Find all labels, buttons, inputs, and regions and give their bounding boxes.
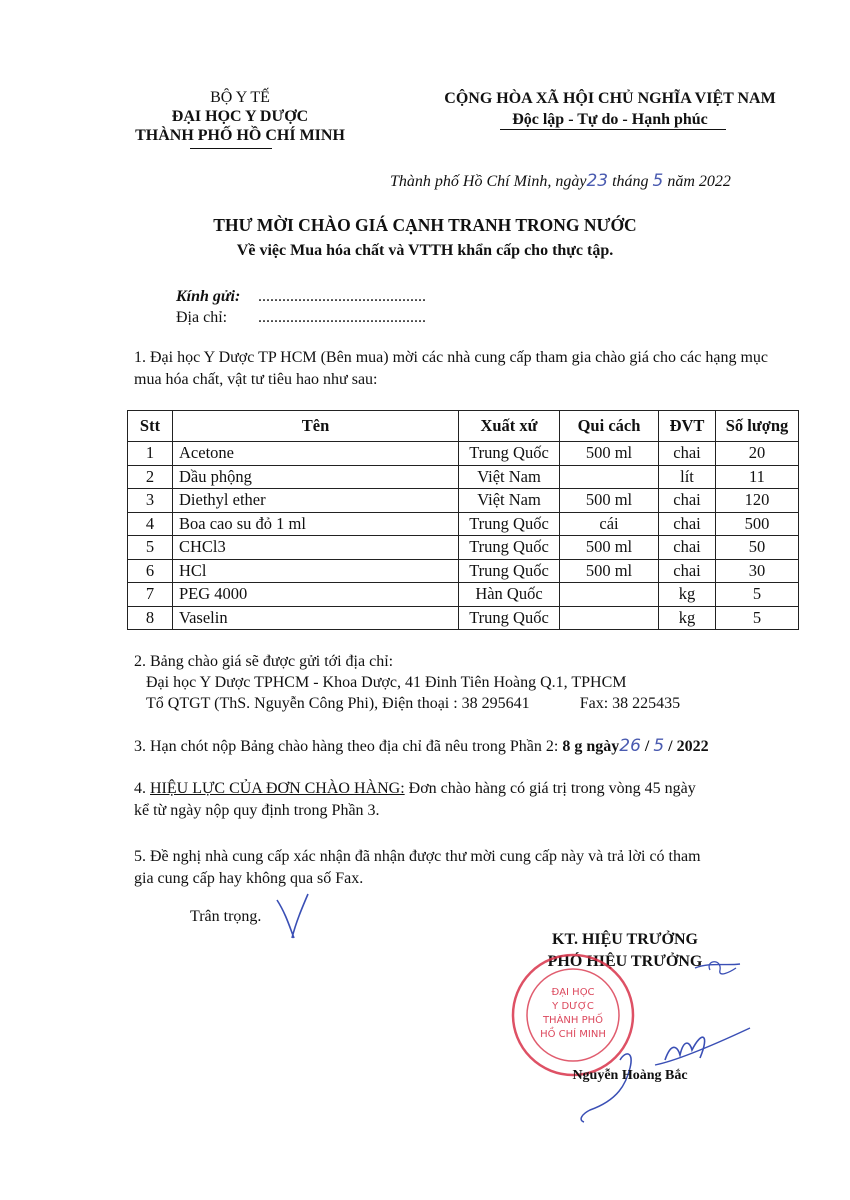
header-left-rule [190, 148, 272, 149]
items-table [127, 410, 799, 630]
cell-dvt: chai [659, 442, 716, 466]
date-line [390, 171, 731, 191]
stamp-line-1: ĐẠI HỌC [551, 987, 595, 998]
deadline-sep1: / [644, 738, 650, 755]
stamp-line-2: Y DƯỢC [552, 1001, 594, 1012]
cell-dvt: chai [659, 512, 716, 536]
cell-ten: HCl [173, 559, 459, 583]
section-2-contact [134, 693, 680, 714]
header-left [110, 88, 370, 145]
cell-qui-cach [560, 583, 659, 607]
date-day: 23 [586, 171, 609, 191]
cell-so-luong: 120 [716, 489, 799, 513]
cell-dvt: kg [659, 606, 716, 630]
cell-ten: Boa cao su đỏ 1 ml [173, 512, 459, 536]
date-month-label: tháng [612, 173, 649, 190]
header-dvt: ĐVT [659, 411, 716, 442]
date-year: năm 2022 [667, 173, 731, 190]
recipient-to-label: Kính gửi: [176, 288, 241, 305]
table-row [128, 512, 799, 536]
stamp-line-3: THÀNH PHỐ [542, 1015, 604, 1026]
section-2 [134, 651, 680, 714]
section-4-number: 4. [134, 780, 146, 797]
cell-stt: 6 [128, 559, 173, 583]
date-month: 5 [652, 171, 664, 191]
recipient-address [176, 309, 426, 327]
cell-xuat-xu: Trung Quốc [459, 559, 560, 583]
section-2-contact-text: Tổ QTGT (ThS. Nguyễn Công Phi), Điện thoại : 38 295641 [146, 695, 530, 712]
section-2-fax: Fax: 38 225435 [579, 695, 681, 712]
header-right [420, 88, 800, 130]
deadline-day: 26 [619, 736, 641, 756]
deadline-month: 5 [653, 736, 665, 756]
cell-stt: 5 [128, 536, 173, 560]
cell-qui-cach: cái [560, 512, 659, 536]
cell-qui-cach [560, 465, 659, 489]
section-4-heading: HIỆU LỰC CỦA ĐƠN CHÀO HÀNG: [150, 780, 405, 797]
section-4 [134, 778, 696, 822]
section-2-intro: 2. Bảng chào giá sẽ được gửi tới địa chỉ: [134, 653, 394, 670]
cell-xuat-xu: Trung Quốc [459, 536, 560, 560]
cell-stt: 4 [128, 512, 173, 536]
cell-stt: 8 [128, 606, 173, 630]
table-row [128, 489, 799, 513]
cell-xuat-xu: Việt Nam [459, 489, 560, 513]
cell-dvt: chai [659, 559, 716, 583]
header-right-rule [500, 129, 726, 130]
recipient-address-dots: .......................................... [258, 309, 426, 326]
university-name-line1: ĐẠI HỌC Y DƯỢC [171, 108, 309, 125]
cell-ten: Acetone [173, 442, 459, 466]
cell-qui-cach: 500 ml [560, 559, 659, 583]
section-5-line2: gia cung cấp hay không qua số Fax. [134, 870, 364, 887]
cell-stt: 2 [128, 465, 173, 489]
header-qui-cach: Qui cách [560, 411, 659, 442]
cell-xuat-xu: Hàn Quốc [459, 583, 560, 607]
cell-dvt: chai [659, 489, 716, 513]
section-3-text: 3. Hạn chót nộp Bảng chào hàng theo địa chỉ đã nêu trong Phần 2: [134, 738, 559, 755]
initial-mark [272, 892, 332, 942]
cell-so-luong: 30 [716, 559, 799, 583]
table-row [128, 559, 799, 583]
cell-ten: Diethyl ether [173, 489, 459, 513]
cell-dvt: lít [659, 465, 716, 489]
cell-so-luong: 5 [716, 606, 799, 630]
university-name-line2: THÀNH PHỐ HỒ CHÍ MINH [135, 127, 345, 144]
cell-ten: PEG 4000 [173, 583, 459, 607]
cell-qui-cach [560, 606, 659, 630]
section-3 [134, 736, 709, 756]
closing: Trân trọng. [190, 908, 262, 925]
table-row [128, 442, 799, 466]
deadline-prefix: 8 g ngày [562, 738, 620, 755]
handwritten-signature [560, 950, 760, 1130]
header-xuat-xu: Xuất xứ [459, 411, 560, 442]
cell-qui-cach: 500 ml [560, 536, 659, 560]
cell-ten: Dầu phộng [173, 465, 459, 489]
national-motto: Độc lập - Tự do - Hạnh phúc [512, 111, 708, 128]
document-subtitle: Về việc Mua hóa chất và VTTH khẩn cấp cho thực tập. [236, 242, 614, 259]
ministry-name: BỘ Y TẾ [210, 89, 270, 106]
table-row [128, 465, 799, 489]
document-title: THƯ MỜI CHÀO GIÁ CẠNH TRANH TRONG NƯỚC [213, 215, 637, 235]
table-row [128, 536, 799, 560]
signer-name: Nguyễn Hoàng Bắc [572, 1068, 688, 1083]
cell-xuat-xu: Trung Quốc [459, 512, 560, 536]
header-so-luong: Số lượng [716, 411, 799, 442]
signature-title-2: PHÓ HIỆU TRƯỞNG [547, 953, 703, 970]
cell-xuat-xu: Trung Quốc [459, 606, 560, 630]
recipient-to [176, 288, 426, 306]
cell-qui-cach: 500 ml [560, 442, 659, 466]
cell-so-luong: 500 [716, 512, 799, 536]
cell-stt: 7 [128, 583, 173, 607]
recipient-address-label: Địa chỉ: [176, 309, 228, 326]
recipient-to-dots: .......................................... [258, 288, 426, 305]
signature-title-1: KT. HIỆU TRƯỞNG [552, 931, 698, 948]
cell-xuat-xu: Việt Nam [459, 465, 560, 489]
cell-dvt: chai [659, 536, 716, 560]
country-name: CỘNG HÒA XÃ HỘI CHỦ NGHĨA VIỆT NAM [444, 90, 776, 107]
cell-stt: 3 [128, 489, 173, 513]
section-4-text-line1: Đơn chào hàng có giá trị trong vòng 45 ngày [408, 780, 696, 797]
deadline-year: / 2022 [668, 738, 709, 755]
cell-so-luong: 20 [716, 442, 799, 466]
section-5-line1: 5. Đề nghị nhà cung cấp xác nhận đã nhận được thư mời cung cấp này và trả lời có tham [134, 848, 701, 865]
cell-ten: CHCl3 [173, 536, 459, 560]
stamp-line-4: HỒ CHÍ MINH [540, 1029, 606, 1040]
header-ten: Tên [173, 411, 459, 442]
header-stt: Stt [128, 411, 173, 442]
cell-ten: Vaselin [173, 606, 459, 630]
cell-dvt: kg [659, 583, 716, 607]
cell-so-luong: 11 [716, 465, 799, 489]
table-row [128, 606, 799, 630]
section-4-text-line2: kể từ ngày nộp quy định trong Phần 3. [134, 802, 380, 819]
section-5 [134, 846, 701, 890]
cell-xuat-xu: Trung Quốc [459, 442, 560, 466]
section-2-address: Đại học Y Dược TPHCM - Khoa Dược, 41 Đinh Tiên Hoàng Q.1, TPHCM [146, 674, 627, 691]
cell-so-luong: 50 [716, 536, 799, 560]
date-prefix: Thành phố Hồ Chí Minh, ngày [390, 173, 587, 190]
cell-qui-cach: 500 ml [560, 489, 659, 513]
table-header-row [128, 411, 799, 442]
cell-stt: 1 [128, 442, 173, 466]
cell-so-luong: 5 [716, 583, 799, 607]
table-row [128, 583, 799, 607]
section-1: 1. Đại học Y Dược TP HCM (Bên mua) mời các nhà cung cấp tham gia chào giá cho các hạng mục mua hóa chất, vật tư tiêu hao như sau: [134, 349, 768, 388]
